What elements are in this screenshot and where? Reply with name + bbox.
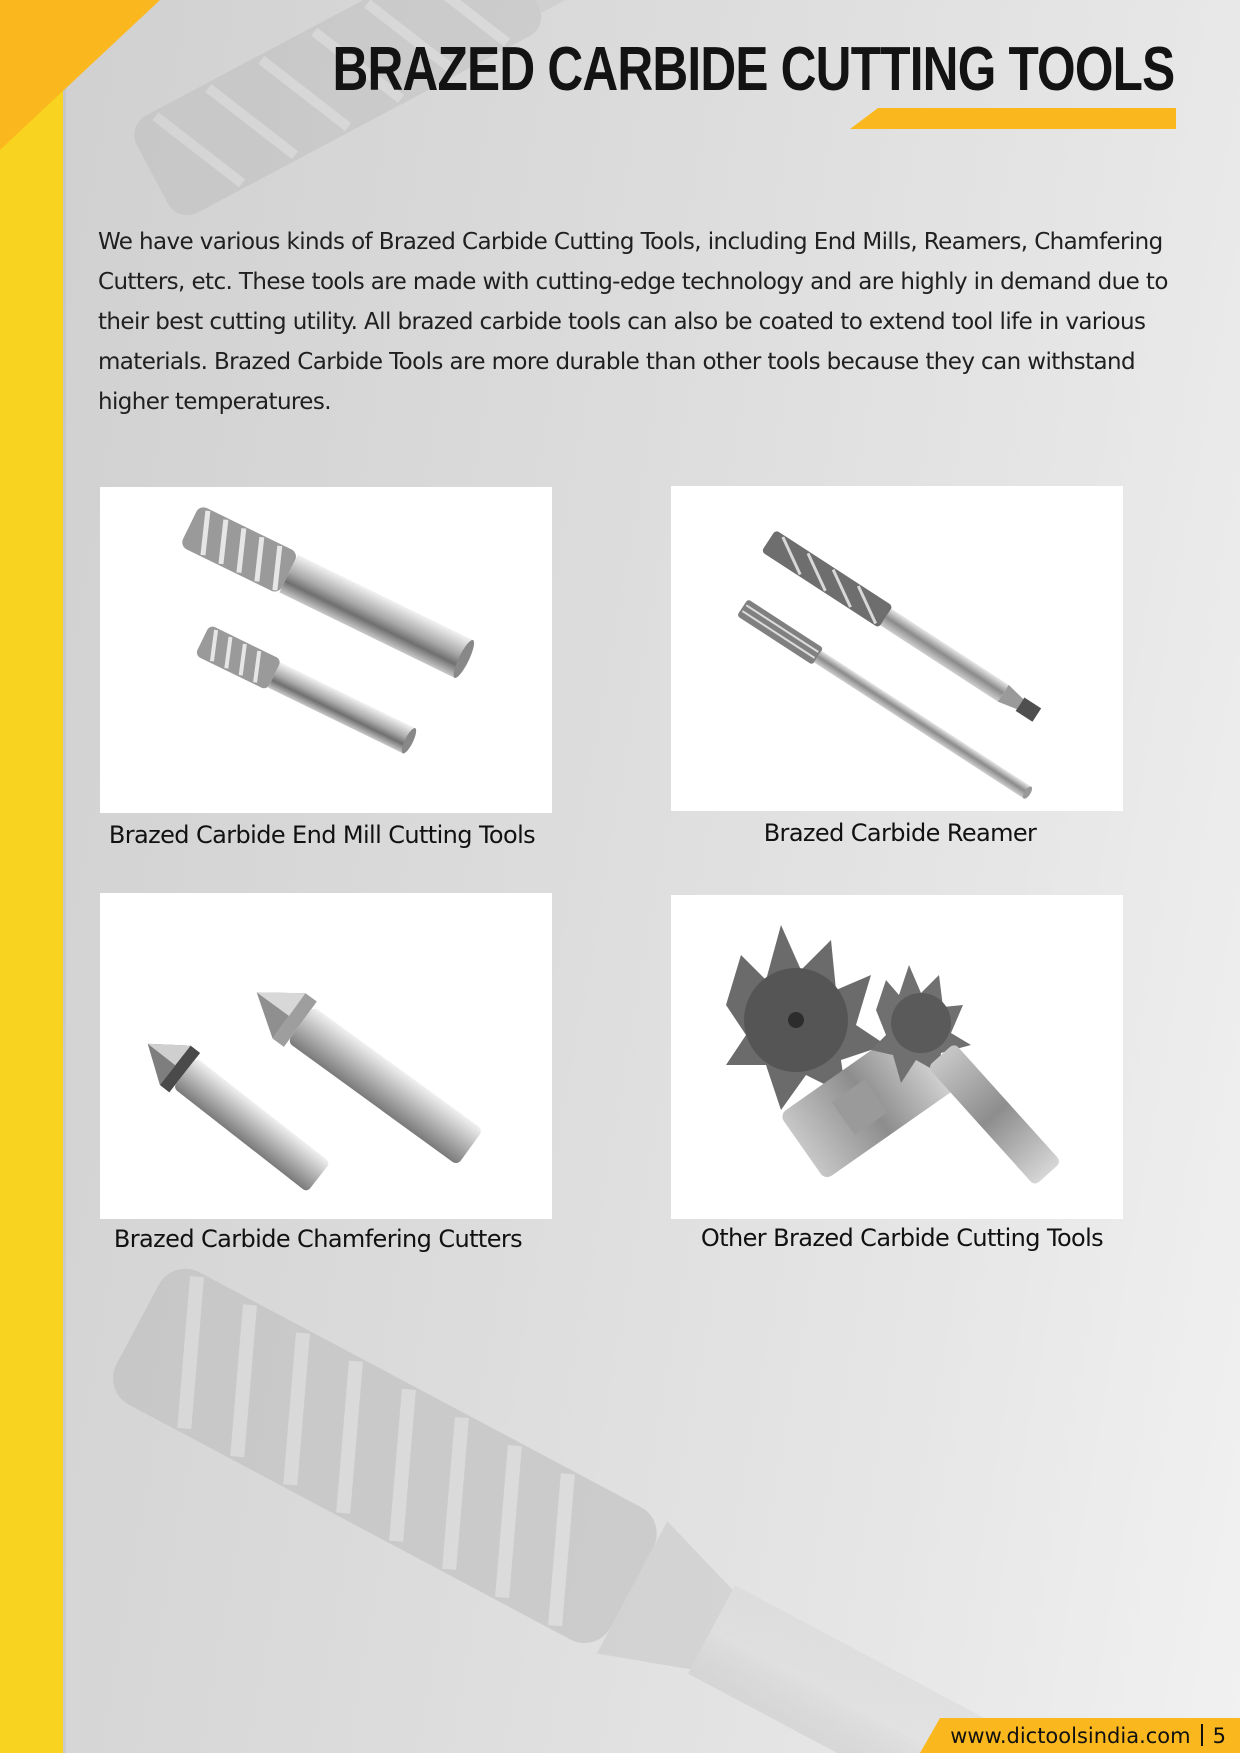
caption-end-mill: Brazed Carbide End Mill Cutting Tools xyxy=(108,821,536,849)
title-underline-accent xyxy=(850,108,1176,130)
chamfering-cutter-image xyxy=(100,893,552,1219)
intro-paragraph: We have various kinds of Brazed Carbide Cutting Tools, including End Mills, Reamers, Chamfering Cutters, etc. These tools are made with cutting-edge technology and are highly in demand due to their best cutting utility. All brazed carbide tools can also be coated to extend tool life in various materials. Brazed Carbide Tools are more durable than other tools because they can withstand higher temperatures. xyxy=(98,229,1168,415)
footer-page-number: 5 xyxy=(1212,1724,1226,1748)
product-card-chamfering-cutter xyxy=(100,893,552,1219)
footer-separator xyxy=(1201,1724,1203,1746)
side-stripe-shadow xyxy=(63,0,66,1753)
footer-website: www.dictoolsindia.com xyxy=(950,1724,1191,1748)
caption-chamfering-cutter: Brazed Carbide Chamfering Cutters xyxy=(113,1225,523,1253)
product-card-other-tools xyxy=(671,895,1123,1219)
page-title: BRAZED CARBIDE CUTTING TOOLS xyxy=(332,35,1174,104)
footer xyxy=(950,1722,1226,1750)
product-card-end-mill xyxy=(100,487,552,813)
end-mill-image xyxy=(100,487,552,813)
caption-reamer: Brazed Carbide Reamer xyxy=(763,819,1037,847)
caption-other-tools: Other Brazed Carbide Cutting Tools xyxy=(700,1224,1104,1252)
corner-accent-triangle xyxy=(0,0,170,160)
reamer-image xyxy=(671,486,1123,811)
side-accent-stripe xyxy=(0,0,63,1753)
product-card-reamer xyxy=(671,486,1123,811)
dovetail-cutter-image xyxy=(671,895,1123,1219)
